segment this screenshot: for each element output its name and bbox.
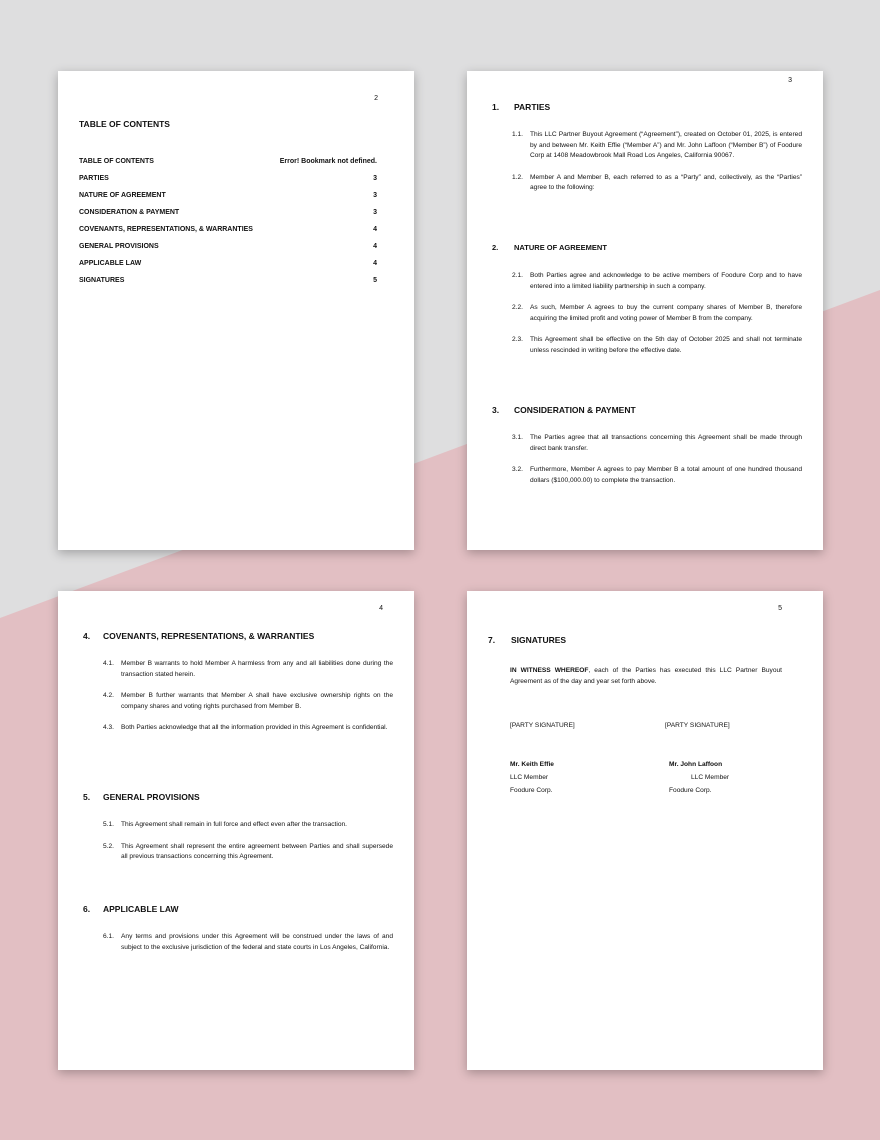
section-applicable-law [83, 904, 393, 964]
clause: 2.2. As such, Member A agrees to buy the current company shares of Member B, therefore acquiring the limited profit and voting power of Member B from the company. [512, 304, 802, 322]
section-signatures [488, 635, 798, 663]
document-page-4 [58, 591, 414, 1070]
page-number: 5 [778, 605, 782, 612]
section-heading: 3. CONSIDERATION & PAYMENT [492, 405, 636, 415]
signer-company: Foodure Corp. [669, 787, 712, 794]
page-number: 3 [788, 77, 792, 84]
toc-entry-label: APPLICABLE LAW [79, 260, 142, 267]
toc-entry[interactable] [79, 174, 377, 191]
clause: 5.2. This Agreement shall represent the entire agreement between Parties and shall supersede all previous transactions concerning this Agreement. [103, 842, 393, 860]
signer-role: LLC Member [510, 774, 549, 781]
toc-entry-label: CONSIDERATION & PAYMENT [79, 209, 180, 216]
section-heading: 2. NATURE OF AGREEMENT [492, 243, 607, 252]
toc-entry[interactable] [79, 225, 377, 242]
toc-heading: TABLE OF CONTENTS [79, 119, 170, 129]
signature-block [665, 719, 730, 732]
page-number: 4 [379, 605, 383, 612]
section-heading: 5. GENERAL PROVISIONS [83, 792, 200, 802]
section-heading: 1. PARTIES [492, 102, 551, 112]
section-consideration-payment [492, 405, 802, 497]
toc-entry-label: SIGNATURES [79, 277, 125, 284]
clause: 2.1. Both Parties agree and acknowledge to be active members of Foodure Corp and to have entered into a limited liability partnership in such a company. [512, 272, 802, 290]
clause: 3.1. The Parties agree that all transactions concerning this Agreement shall be made through direct bank transfer. [512, 434, 802, 452]
toc-entry[interactable] [79, 157, 377, 174]
toc-entry-label: GENERAL PROVISIONS [79, 243, 159, 250]
section-heading: 7. SIGNATURES [488, 635, 567, 645]
toc-entry-page: 3 [373, 192, 377, 199]
section-heading: 4. COVENANTS, REPRESENTATIONS, & WARRANTIES [83, 631, 315, 641]
witness-statement: IN WITNESS WHEREOF, each of the Parties has executed this LLC Partner Buyout Agreement as of the day and year set forth above. [510, 667, 782, 685]
section-covenants [83, 631, 393, 745]
signer-name: Mr. Keith Effie [510, 761, 554, 768]
signer-details [510, 758, 554, 797]
toc-entry-page: 3 [373, 175, 377, 182]
signer-role: LLC Member [691, 774, 730, 781]
clause: 6.1. Any terms and provisions under this Agreement will be construed under the laws of and subject to the exclusive jurisdiction of the federal and state courts in Los Angeles, California. [103, 933, 393, 951]
toc-entry-page: 5 [373, 277, 377, 284]
section-nature-of-agreement [492, 243, 802, 367]
document-page-5 [467, 591, 823, 1070]
clause: 5.1. This Agreement shall remain in full force and effect even after the transaction. [103, 821, 348, 828]
clause: 2.3. This Agreement shall be effective on the 5th day of October 2025 and shall not terminate unless rescinded in writing before the effective date. [512, 336, 802, 354]
section-general-provisions [83, 792, 393, 874]
signature-block [510, 719, 575, 732]
toc-list [79, 157, 377, 293]
toc-entry-label: COVENANTS, REPRESENTATIONS, & WARRANTIES [79, 226, 253, 233]
toc-entry-page: 4 [373, 226, 377, 233]
clause: 1.1. This LLC Partner Buyout Agreement (“Agreement”), created on October 01, 2025, is entered by and between Mr. Keith Effie (“Member A”) and Mr. John Laffoon (“Member B”) of Foodure Corp at 1408 Meadowbrook Mall Road Los Angeles, California 90067. [512, 131, 802, 159]
signature-line[interactable]: [PARTY SIGNATURE] [510, 722, 575, 729]
clause: 4.1. Member B warrants to hold Member A harmless from any and all liabilities done during the transaction stated herein. [103, 660, 393, 678]
toc-entry-label: PARTIES [79, 175, 109, 182]
signature-line[interactable]: [PARTY SIGNATURE] [665, 722, 730, 729]
toc-entry-page: 3 [373, 209, 377, 216]
clause: 4.2. Member B further warrants that Member A shall have exclusive ownership rights on the company shares and voting rights purchased from Member B. [103, 692, 393, 710]
clause: 4.3. Both Parties acknowledge that all the information provided in this Agreement is confidential. [103, 724, 388, 731]
toc-entry-label: TABLE OF CONTENTS [79, 158, 154, 165]
section-heading: 6. APPLICABLE LAW [83, 904, 179, 914]
signer-company: Foodure Corp. [510, 787, 553, 794]
toc-entry-page: Error! Bookmark not defined. [279, 158, 377, 165]
toc-entry[interactable] [79, 276, 377, 293]
toc-entry-page: 4 [373, 243, 377, 250]
toc-entry[interactable] [79, 242, 377, 259]
clause: 3.2. Furthermore, Member A agrees to pay Member B a total amount of one hundred thousand dollars ($100,000.00) to complete the transaction. [512, 466, 802, 484]
toc-entry[interactable] [79, 259, 377, 276]
toc-entry[interactable] [79, 208, 377, 225]
document-page-3 [467, 71, 823, 550]
page-number: 2 [374, 95, 378, 102]
toc-entry-page: 4 [373, 260, 377, 267]
toc-entry[interactable] [79, 191, 377, 208]
clause: 1.2. Member A and Member B, each referred to as a “Party” and, collectively, as the “Parties” agree to the following: [512, 173, 802, 191]
signer-details [669, 758, 729, 797]
signer-name: Mr. John Laffoon [669, 761, 723, 768]
document-page-2 [58, 71, 414, 550]
toc-entry-label: NATURE OF AGREEMENT [79, 192, 166, 199]
section-parties [492, 102, 802, 205]
